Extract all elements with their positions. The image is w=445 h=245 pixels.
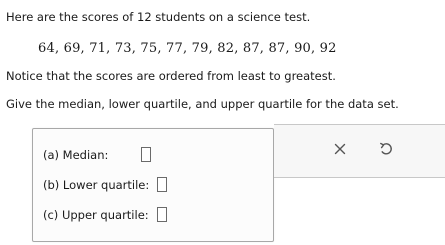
tools-panel	[274, 124, 445, 178]
close-icon	[334, 143, 346, 155]
lower-quartile-input[interactable]	[157, 177, 167, 192]
score-list: 64, 69, 71, 73, 75, 77, 79, 82, 87, 87, 90, 92	[38, 41, 337, 56]
lower-quartile-label: (b) Lower quartile:	[43, 177, 150, 192]
median-input[interactable]	[141, 147, 151, 162]
clear-button[interactable]	[328, 137, 352, 161]
problem-intro: Here are the scores of 12 students on a science test.	[6, 10, 311, 24]
median-row	[43, 147, 151, 162]
median-label: (a) Median:	[43, 147, 109, 162]
upper-quartile-row	[43, 207, 167, 222]
undo-icon	[379, 142, 393, 156]
answer-panel	[32, 128, 274, 242]
undo-button[interactable]	[374, 137, 398, 161]
problem-question: Give the median, lower quartile, and upper quartile for the data set.	[6, 97, 399, 111]
lower-quartile-row	[43, 177, 167, 192]
upper-quartile-label: (c) Upper quartile:	[43, 207, 149, 222]
problem-notice: Notice that the scores are ordered from least to greatest.	[6, 69, 336, 83]
upper-quartile-input[interactable]	[157, 207, 167, 222]
